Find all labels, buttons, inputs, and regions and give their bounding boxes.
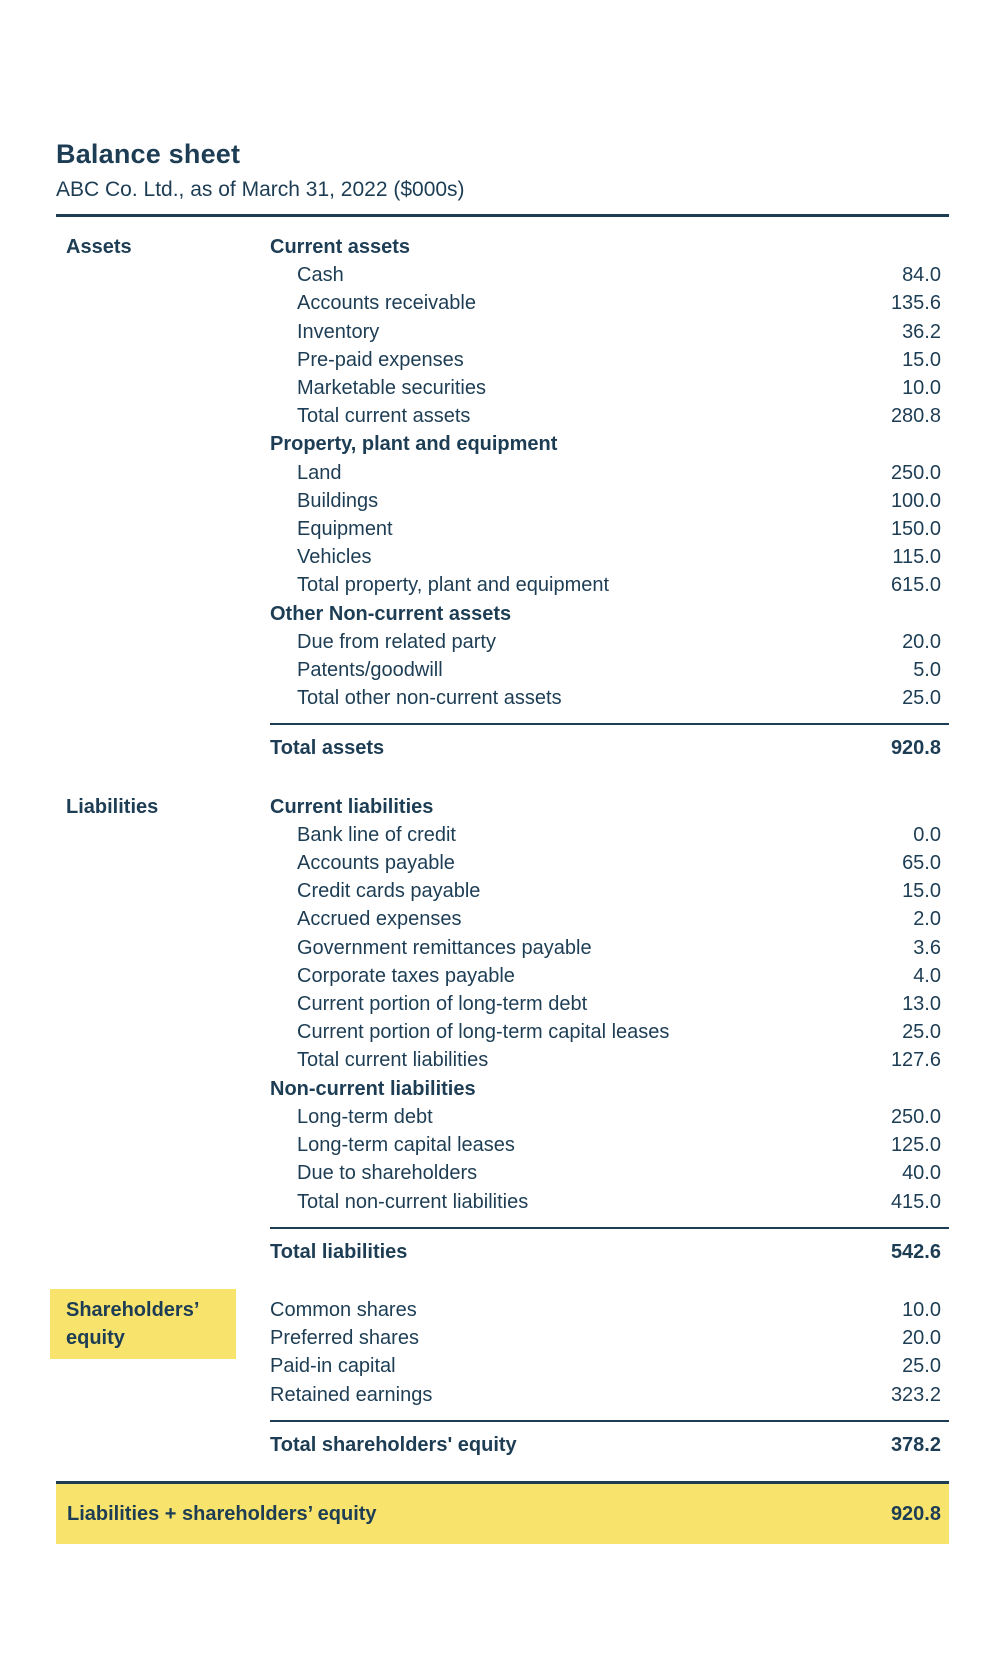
line-item-value: 2.0 — [913, 908, 941, 931]
line-item-value: 150.0 — [890, 518, 941, 541]
line-item-value: 20.0 — [902, 1327, 941, 1350]
group-heading-row — [270, 233, 949, 261]
line-item-value: 615.0 — [890, 574, 941, 597]
line-item-label: Accounts payable — [297, 852, 455, 875]
line-item-label: Total other non-current assets — [297, 687, 562, 710]
line-item-label: Retained earnings — [270, 1383, 433, 1406]
line-item-value: 100.0 — [890, 489, 941, 512]
section-label: Liabilities — [66, 795, 159, 818]
line-item-label: Current portion of long-term debt — [297, 993, 588, 1016]
line-item-row — [270, 962, 949, 990]
section-liabilities — [56, 793, 949, 1266]
line-item-value: 10.0 — [902, 377, 941, 400]
line-item-row — [270, 515, 949, 543]
line-item-row — [270, 905, 949, 933]
line-item-value: 280.8 — [890, 405, 941, 428]
line-item-row — [270, 487, 949, 515]
group-heading: Property, plant and equipment — [270, 433, 558, 456]
line-item-value: 36.2 — [902, 320, 941, 343]
section-label: Assets — [66, 236, 132, 258]
section-assets — [56, 233, 949, 763]
line-item-label: Government remittances payable — [297, 936, 592, 959]
line-item-row — [270, 1296, 949, 1324]
line-item-label: Patents/goodwill — [297, 659, 443, 682]
line-item-row — [270, 261, 949, 289]
line-item-row — [270, 571, 949, 599]
line-item-label: Pre-paid expenses — [297, 348, 464, 371]
total-value: 920.8 — [890, 737, 941, 760]
line-item-value: 4.0 — [913, 964, 941, 987]
balance-sheet-table — [56, 233, 949, 1459]
total-value: 542.6 — [890, 1240, 941, 1263]
line-item-row — [270, 990, 949, 1018]
total-row — [270, 734, 949, 762]
line-item-label: Preferred shares — [270, 1327, 419, 1350]
line-item-row — [270, 656, 949, 684]
line-item-value: 135.6 — [890, 292, 941, 315]
line-item-value: 15.0 — [902, 348, 941, 371]
line-item-row — [270, 628, 949, 656]
line-item-value: 25.0 — [902, 1021, 941, 1044]
line-item-value: 10.0 — [902, 1298, 941, 1321]
line-item-value: 3.6 — [913, 936, 941, 959]
total-row — [270, 1431, 949, 1459]
line-item-value: 0.0 — [913, 823, 941, 846]
line-item-row — [270, 1324, 949, 1352]
line-item-label: Land — [297, 461, 342, 484]
line-item-label: Marketable securities — [297, 377, 486, 400]
line-item-value: 250.0 — [890, 1105, 941, 1128]
line-item-value: 25.0 — [902, 687, 941, 710]
total-divider — [270, 1420, 949, 1422]
line-item-label: Credit cards payable — [297, 880, 481, 903]
line-item-row — [270, 346, 949, 374]
line-item-row — [270, 1046, 949, 1074]
page-title: Balance sheet — [56, 139, 241, 169]
line-item-label: Bank line of credit — [297, 823, 456, 846]
line-item-row — [270, 821, 949, 849]
line-item-row — [270, 374, 949, 402]
line-item-row — [270, 849, 949, 877]
grand-total-bar — [56, 1481, 949, 1544]
line-item-value: 25.0 — [902, 1355, 941, 1378]
section-label: Shareholders’ equity — [50, 1289, 236, 1359]
line-item-row — [270, 1131, 949, 1159]
line-item-value: 415.0 — [890, 1190, 941, 1213]
line-item-row — [270, 1188, 949, 1216]
section-rows — [270, 793, 949, 1266]
line-item-row — [270, 543, 949, 571]
section-shareholders-equity — [56, 1296, 949, 1459]
total-row — [270, 1238, 949, 1266]
page-subtitle: ABC Co. Ltd., as of March 31, 2022 ($000s) — [56, 178, 465, 201]
group-heading-row — [270, 793, 949, 821]
line-item-label: Paid-in capital — [270, 1355, 396, 1378]
line-item-row — [270, 1018, 949, 1046]
total-value: 378.2 — [890, 1433, 941, 1456]
line-item-row — [270, 684, 949, 712]
line-item-row — [270, 1381, 949, 1409]
line-item-label: Total current assets — [297, 405, 471, 428]
line-item-value: 115.0 — [892, 546, 941, 569]
line-item-label: Accounts receivable — [297, 292, 476, 315]
line-item-value: 127.6 — [890, 1049, 941, 1072]
group-heading-row — [270, 430, 949, 458]
line-item-row — [270, 1103, 949, 1131]
line-item-label: Long-term debt — [297, 1105, 433, 1128]
line-item-value: 20.0 — [902, 630, 941, 653]
line-item-label: Equipment — [297, 518, 393, 541]
total-label: Total assets — [270, 737, 385, 760]
line-item-value: 323.2 — [890, 1383, 941, 1406]
total-label: Total shareholders' equity — [270, 1433, 517, 1456]
section-rows — [270, 1296, 949, 1459]
line-item-row — [270, 459, 949, 487]
line-item-label: Total property, plant and equipment — [297, 574, 610, 597]
line-item-label: Total current liabilities — [297, 1049, 489, 1072]
group-heading-row — [270, 600, 949, 628]
line-item-label: Accrued expenses — [297, 908, 462, 931]
line-item-row — [270, 877, 949, 905]
grand-total-value: 920.8 — [890, 1502, 941, 1525]
group-heading: Current assets — [270, 236, 411, 258]
line-item-row — [270, 318, 949, 346]
line-item-label: Cash — [297, 264, 344, 287]
line-item-label: Total non-current liabilities — [297, 1190, 529, 1213]
line-item-value: 13.0 — [902, 993, 941, 1016]
line-item-label: Common shares — [270, 1298, 417, 1321]
line-item-row — [270, 1159, 949, 1187]
line-item-label: Vehicles — [297, 546, 372, 569]
line-item-label: Inventory — [297, 320, 380, 343]
line-item-value: 40.0 — [902, 1162, 941, 1185]
section-rows — [270, 233, 949, 763]
line-item-value: 84.0 — [902, 264, 941, 287]
group-heading: Non-current liabilities — [270, 1077, 476, 1100]
total-label: Total liabilities — [270, 1240, 408, 1263]
line-item-value: 5.0 — [913, 659, 941, 682]
total-divider — [270, 1227, 949, 1229]
total-divider — [270, 723, 949, 725]
line-item-label: Current portion of long-term capital leases — [297, 1021, 670, 1044]
line-item-label: Buildings — [297, 489, 379, 512]
line-item-label: Due from related party — [297, 630, 496, 653]
group-heading: Current liabilities — [270, 795, 434, 818]
line-item-row — [270, 402, 949, 430]
group-heading-row — [270, 1075, 949, 1103]
line-item-label: Corporate taxes payable — [297, 964, 515, 987]
header-divider — [56, 214, 949, 217]
line-item-value: 250.0 — [890, 461, 941, 484]
line-item-value: 65.0 — [902, 852, 941, 875]
line-item-value: 125.0 — [890, 1134, 941, 1157]
line-item-label: Due to shareholders — [297, 1162, 478, 1185]
line-item-row — [270, 289, 949, 317]
line-item-value: 15.0 — [902, 880, 941, 903]
line-item-row — [270, 1352, 949, 1380]
group-heading: Other Non-current assets — [270, 602, 512, 625]
line-item-label: Long-term capital leases — [297, 1134, 515, 1157]
line-item-row — [270, 934, 949, 962]
grand-total-label: Liabilities + shareholders’ equity — [67, 1502, 377, 1525]
